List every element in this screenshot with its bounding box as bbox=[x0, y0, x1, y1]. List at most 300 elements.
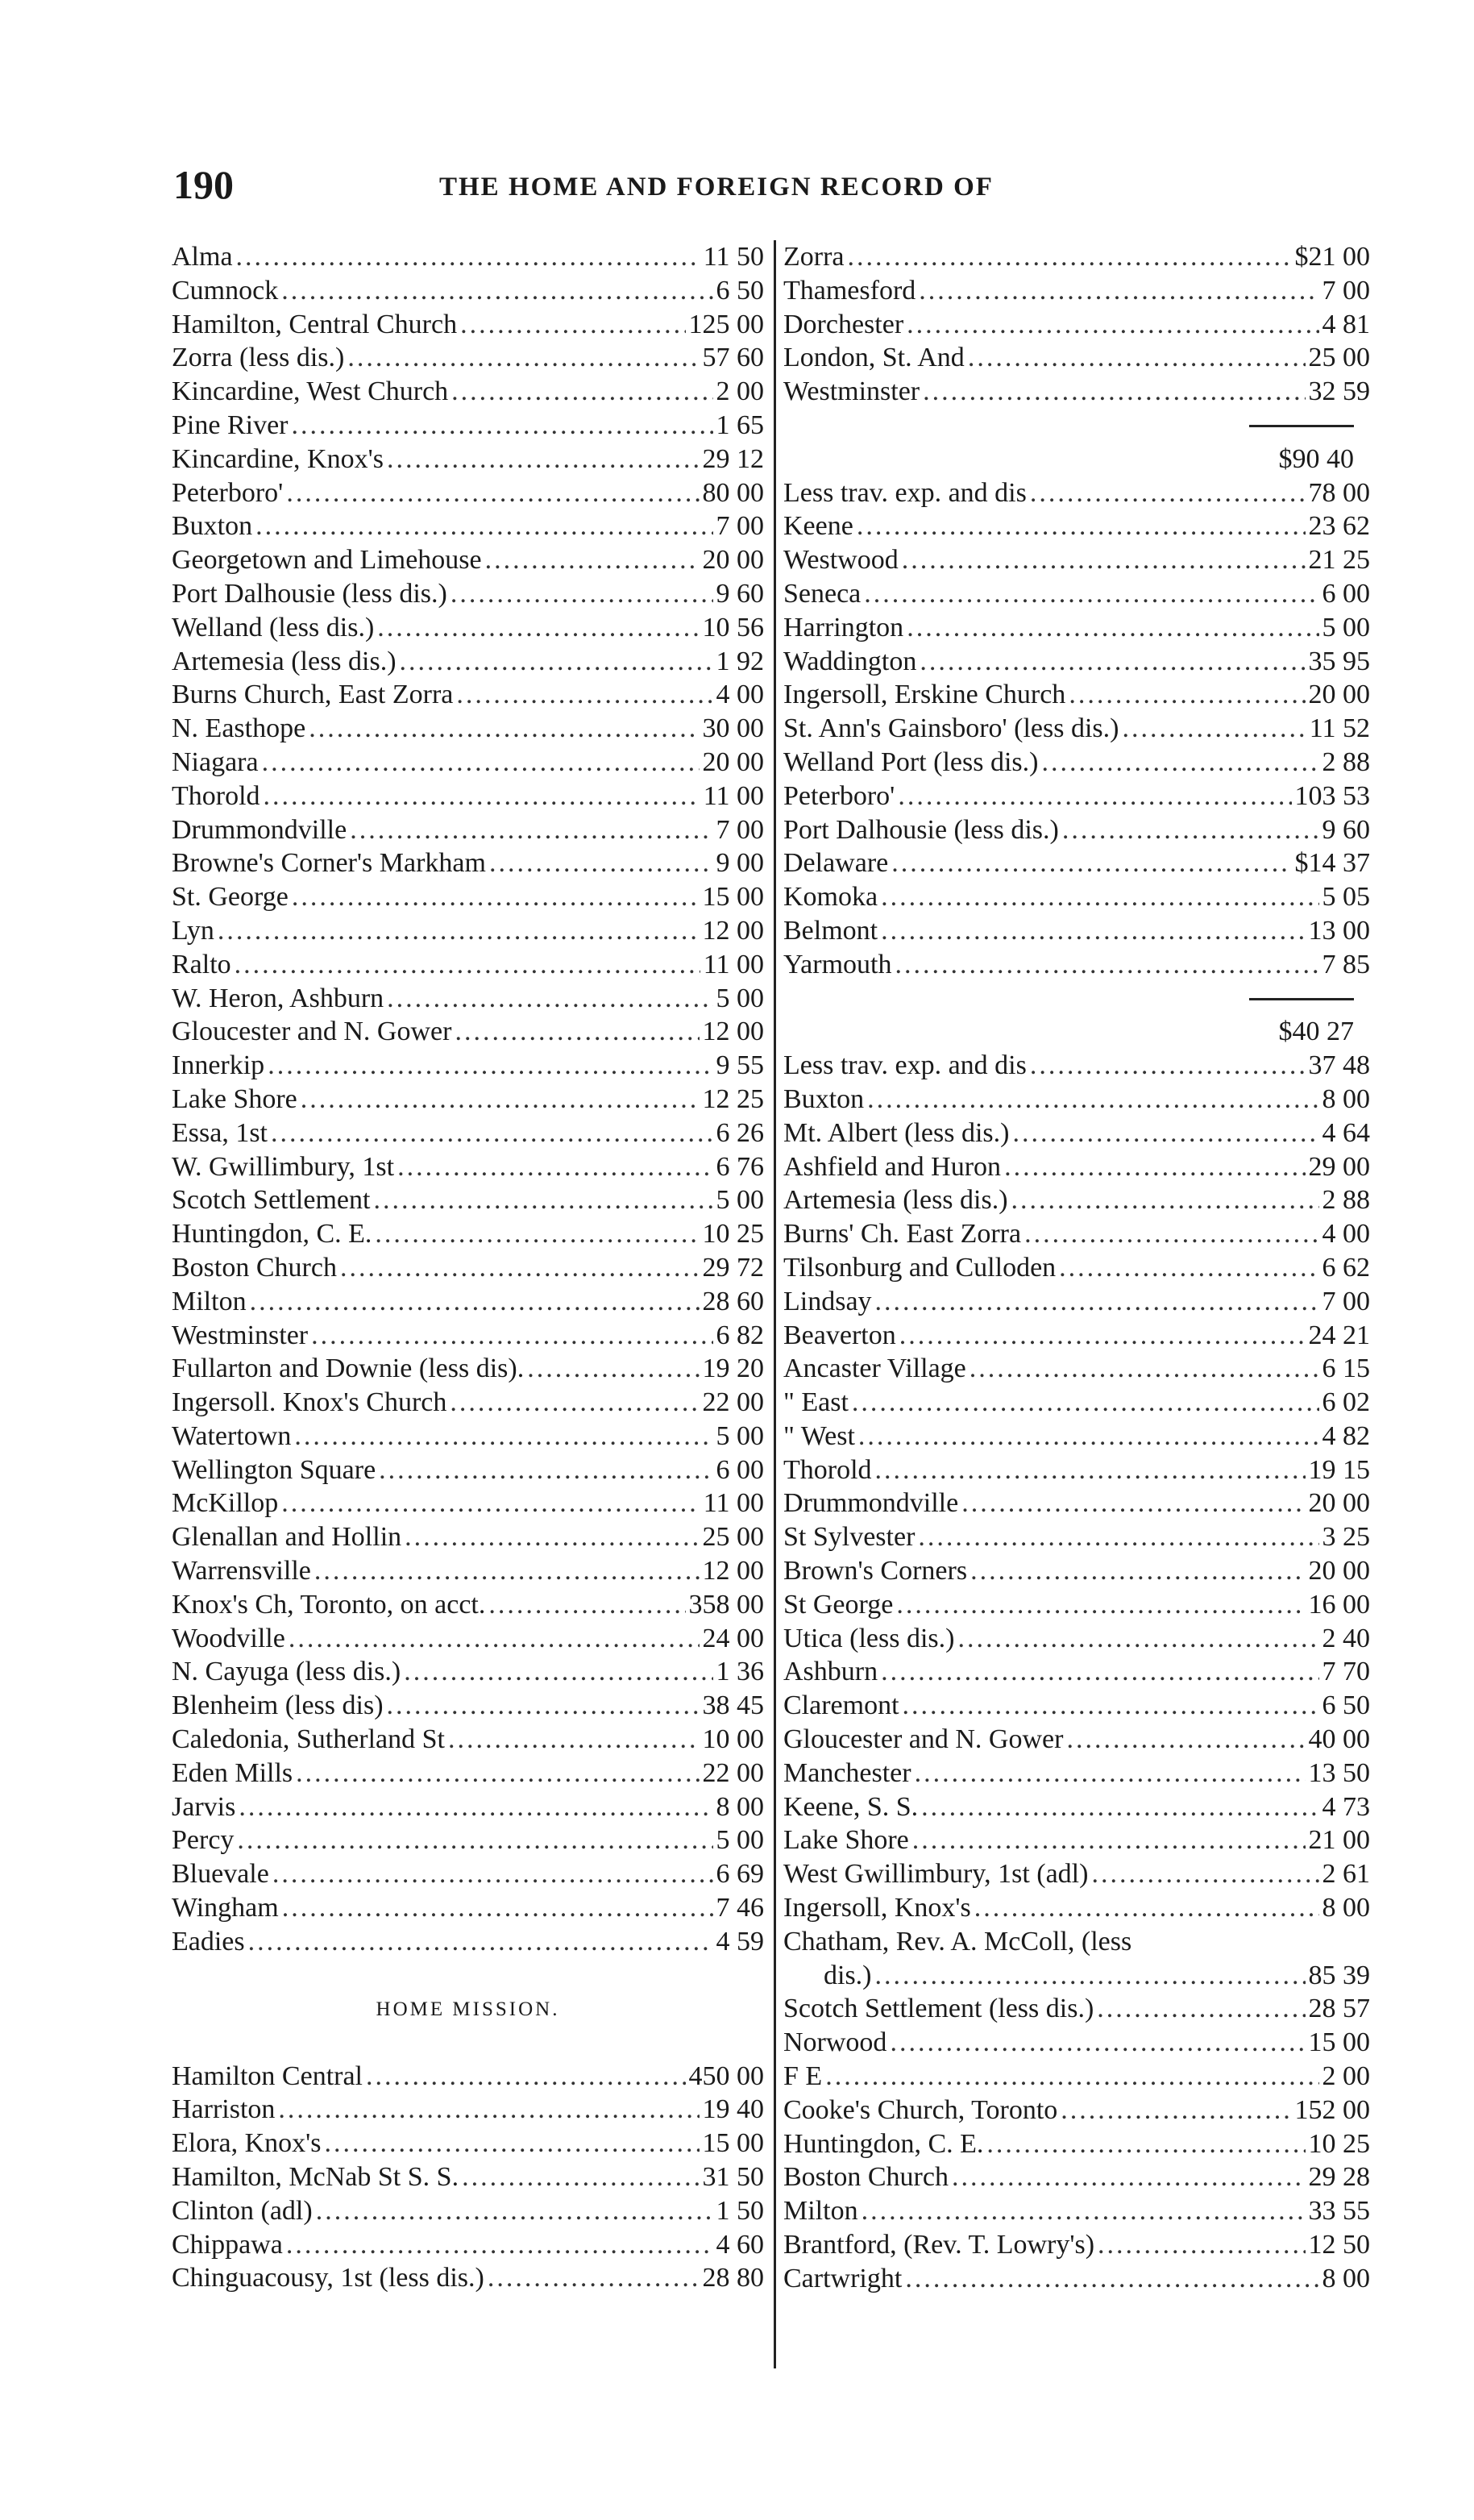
leader-dots bbox=[898, 780, 1291, 813]
ledger-entry bbox=[172, 274, 764, 308]
leader-dots bbox=[1062, 813, 1319, 847]
entry-amount: 13 50 bbox=[1308, 1757, 1370, 1788]
leader-dots bbox=[340, 1251, 700, 1285]
entry-name: Ralto bbox=[172, 949, 231, 979]
ledger-entry bbox=[783, 1790, 1370, 1824]
entry-name: Essa, 1st bbox=[172, 1117, 268, 1148]
ledger-entry bbox=[172, 1655, 764, 1689]
ledger-entry bbox=[783, 2060, 1370, 2094]
entry-name: Ashfield and Huron bbox=[783, 1151, 1002, 1182]
column-divider bbox=[774, 240, 776, 2368]
leader-dots bbox=[281, 1487, 700, 1520]
ledger-entry bbox=[783, 1588, 1370, 1622]
ledger-entry bbox=[783, 746, 1370, 780]
leader-dots bbox=[489, 846, 713, 880]
ledger-entry bbox=[172, 1049, 764, 1083]
leader-dots bbox=[292, 880, 700, 914]
entry-amount: $14 37 bbox=[1294, 848, 1370, 879]
ledger-entry bbox=[172, 1117, 764, 1150]
entry-name: Lake Shore bbox=[172, 1083, 297, 1114]
leader-dots bbox=[912, 1823, 1306, 1857]
entry-name: Browne's Corner's Markham bbox=[172, 848, 486, 879]
leader-dots bbox=[460, 308, 685, 342]
entry-name: Less trav. exp. and dis bbox=[783, 477, 1027, 508]
entry-name: Glenallan and Hollin bbox=[172, 1522, 402, 1553]
leader-dots bbox=[400, 645, 713, 679]
leader-dots bbox=[250, 1285, 700, 1319]
ledger-entry bbox=[172, 712, 764, 746]
entry-amount: 7 70 bbox=[1322, 1657, 1370, 1687]
entry-name: Keene bbox=[783, 511, 853, 542]
leader-dots bbox=[1012, 1117, 1318, 1150]
leader-dots bbox=[974, 1891, 1319, 1925]
leader-dots bbox=[875, 1453, 1306, 1487]
ledger-entry bbox=[172, 611, 764, 645]
ledger-entry bbox=[172, 982, 764, 1016]
leader-dots bbox=[895, 948, 1318, 982]
entry-name: Chippawa bbox=[172, 2229, 283, 2260]
ledger-entry bbox=[172, 1554, 764, 1588]
ledger-entry bbox=[172, 2127, 764, 2160]
entry-amount: 103 53 bbox=[1294, 780, 1370, 811]
entry-amount: 9 55 bbox=[716, 1050, 764, 1081]
page-header bbox=[173, 161, 1189, 210]
ledger-entry bbox=[172, 1857, 764, 1891]
entry-amount: 21 00 bbox=[1308, 1825, 1370, 1856]
leader-dots bbox=[1024, 1217, 1318, 1251]
entry-name: Harriston bbox=[172, 2094, 276, 2125]
entry-name: Lake Shore bbox=[783, 1825, 909, 1856]
leader-dots bbox=[875, 1959, 1306, 1993]
ledger-entry bbox=[783, 712, 1370, 746]
entry-name: Thorold bbox=[172, 780, 260, 811]
entry-name: Brantford, (Rev. T. Lowry's) bbox=[783, 2230, 1095, 2260]
entry-name: Manchester bbox=[783, 1757, 911, 1788]
entry-name: Buxton bbox=[172, 511, 253, 542]
ledger-entry bbox=[172, 509, 764, 543]
entry-amount: 3 25 bbox=[1322, 1522, 1370, 1553]
leader-dots bbox=[1004, 1150, 1305, 1184]
entry-name: Belmont bbox=[783, 915, 878, 946]
entry-amount: 35 95 bbox=[1308, 646, 1370, 676]
ledger-entry bbox=[783, 1150, 1370, 1184]
entry-amount: 19 15 bbox=[1308, 1454, 1370, 1485]
entry-name: Elora, Knox's bbox=[172, 2128, 322, 2159]
right-entries-block-1 bbox=[783, 240, 1370, 409]
entry-amount: 1 92 bbox=[716, 646, 764, 676]
entry-amount: 4 81 bbox=[1322, 309, 1370, 339]
entry-name: " West bbox=[783, 1420, 855, 1451]
entry-name: W. Heron, Ashburn bbox=[172, 983, 384, 1013]
leader-dots bbox=[923, 375, 1305, 409]
ledger-entry bbox=[783, 240, 1370, 274]
ledger-entry bbox=[783, 1083, 1370, 1117]
leader-dots bbox=[455, 1015, 699, 1049]
leader-dots bbox=[902, 543, 1306, 577]
entry-amount: 20 00 bbox=[702, 746, 764, 777]
leader-dots bbox=[890, 2026, 1305, 2060]
subtotal-1: $90 40 bbox=[1278, 443, 1354, 474]
leader-dots bbox=[825, 2060, 1318, 2094]
entry-amount: 6 26 bbox=[716, 1117, 764, 1148]
ledger-entry bbox=[783, 2194, 1370, 2228]
entry-name: Scotch Settlement (less dis.) bbox=[783, 1994, 1094, 2024]
entry-name: Less trav. exp. and dis bbox=[783, 1050, 1027, 1081]
leader-dots bbox=[920, 645, 1305, 679]
leader-dots bbox=[373, 1183, 712, 1217]
ledger-entry bbox=[783, 1183, 1370, 1217]
ledger-entry bbox=[172, 914, 764, 948]
entry-name: Hamilton, McNab St S. S. bbox=[172, 2162, 459, 2193]
entry-amount: 10 25 bbox=[1308, 2128, 1370, 2159]
entry-amount: 1 50 bbox=[716, 2195, 764, 2226]
entry-amount: 11 00 bbox=[703, 949, 764, 979]
leader-dots bbox=[405, 1520, 699, 1554]
entry-amount: 29 12 bbox=[702, 443, 764, 474]
entry-name: Zorra bbox=[783, 242, 845, 272]
ledger-entry bbox=[172, 341, 764, 375]
entry-amount: 9 60 bbox=[1322, 814, 1370, 845]
entry-amount: 7 00 bbox=[1322, 1286, 1370, 1316]
entry-name: Mt. Albert (less dis.) bbox=[783, 1117, 1010, 1148]
leader-dots bbox=[864, 577, 1318, 611]
ledger-entry bbox=[172, 1588, 764, 1622]
entry-amount: 40 00 bbox=[1308, 1724, 1370, 1755]
entry-name: Wellington Square bbox=[172, 1454, 376, 1485]
ledger-entry bbox=[172, 1183, 764, 1217]
entry-name: " East bbox=[783, 1387, 849, 1418]
leader-dots bbox=[404, 1655, 712, 1689]
ledger-entry bbox=[172, 2093, 764, 2127]
entry-name: Welland Port (less dis.) bbox=[783, 746, 1039, 777]
ledger-entry bbox=[172, 409, 764, 443]
entry-name: Georgetown and Limehouse bbox=[172, 545, 482, 576]
entry-name: McKillop bbox=[172, 1488, 279, 1519]
leader-dots bbox=[907, 308, 1318, 342]
entry-name: Welland (less dis.) bbox=[172, 612, 375, 642]
entry-amount: 38 45 bbox=[702, 1690, 764, 1721]
leader-dots bbox=[918, 1520, 1318, 1554]
ledger-entry bbox=[172, 1622, 764, 1656]
entry-amount: 8 00 bbox=[1322, 1083, 1370, 1114]
leader-dots bbox=[986, 2127, 1305, 2161]
entry-amount: 6 02 bbox=[1322, 1387, 1370, 1418]
left-entries bbox=[172, 240, 764, 1959]
entry-name: Artemesia (less dis.) bbox=[783, 1185, 1008, 1216]
entry-name: Ingersoll, Knox's bbox=[783, 1893, 971, 1923]
entry-amount: 28 80 bbox=[702, 2263, 764, 2293]
entry-name: Blenheim (less dis) bbox=[172, 1690, 384, 1721]
ledger-entry bbox=[783, 1757, 1370, 1790]
sum-rule bbox=[783, 982, 1370, 1016]
leader-dots bbox=[1061, 2094, 1291, 2127]
entry-name: Bluevale bbox=[172, 1859, 269, 1890]
leader-dots bbox=[451, 375, 712, 409]
entry-amount: 2 61 bbox=[1322, 1859, 1370, 1890]
ledger-entry bbox=[172, 1352, 764, 1386]
leader-dots bbox=[857, 509, 1306, 543]
entry-amount: 6 50 bbox=[1322, 1690, 1370, 1721]
ledger-entry bbox=[783, 1285, 1370, 1319]
entry-amount: 16 00 bbox=[1308, 1589, 1370, 1620]
leader-dots bbox=[1011, 1183, 1319, 1217]
entry-name: Utica (less dis.) bbox=[783, 1623, 955, 1653]
leader-dots bbox=[1091, 1857, 1318, 1891]
ledger-entry bbox=[783, 1554, 1370, 1588]
ledger-entry bbox=[172, 780, 764, 813]
entry-name: Norwood bbox=[783, 2027, 887, 2058]
entry-amount: 7 00 bbox=[716, 814, 764, 845]
entry-name: Niagara bbox=[172, 746, 259, 777]
entry-name: Cooke's Church, Toronto bbox=[783, 2094, 1058, 2125]
leader-dots bbox=[881, 914, 1305, 948]
entry-amount: 15 00 bbox=[702, 2128, 764, 2159]
entry-amount: 24 21 bbox=[1308, 1320, 1370, 1350]
ledger-entry bbox=[172, 443, 764, 476]
ledger-entry bbox=[172, 880, 764, 914]
entry-amount: 20 00 bbox=[1308, 1488, 1370, 1519]
entry-name: W. Gwillimbury, 1st bbox=[172, 1151, 395, 1182]
entry-amount: 2 88 bbox=[1322, 1185, 1370, 1216]
entry-name: Cumnock bbox=[172, 275, 279, 306]
leader-dots bbox=[905, 2262, 1318, 2296]
ledger-entry bbox=[172, 1083, 764, 1117]
entry-name: Port Dalhousie (less dis.) bbox=[172, 578, 447, 609]
ledger-entry bbox=[783, 1520, 1370, 1554]
ledger-entry bbox=[783, 2160, 1370, 2194]
entry-name: Ingersoll, Erskine Church bbox=[783, 680, 1066, 710]
leader-dots bbox=[1030, 1049, 1306, 1083]
entry-amount: 7 85 bbox=[1322, 949, 1370, 979]
ledger-entry bbox=[783, 880, 1370, 914]
entry-amount: 29 00 bbox=[1308, 1151, 1370, 1182]
ledger-entry bbox=[172, 1487, 764, 1520]
home-mission-heading: HOME MISSION. bbox=[376, 1998, 560, 2020]
ledger-entry bbox=[783, 2228, 1370, 2262]
entry-amount: 4 64 bbox=[1322, 1117, 1370, 1148]
leader-dots bbox=[262, 746, 700, 780]
entry-name: London, St. And bbox=[783, 343, 965, 373]
ledger-entry bbox=[172, 1251, 764, 1285]
entry-name: Beaverton bbox=[783, 1320, 896, 1350]
entry-amount: 125 00 bbox=[688, 309, 764, 339]
ledger-entry bbox=[172, 476, 764, 510]
entry-amount: 30 00 bbox=[702, 713, 764, 744]
ledger-entry bbox=[172, 2160, 764, 2194]
entry-amount: 21 25 bbox=[1308, 545, 1370, 576]
leader-dots bbox=[239, 1790, 712, 1824]
entry-name: St. George bbox=[172, 882, 289, 913]
right-entries-block-4 bbox=[783, 1992, 1370, 2295]
leader-dots bbox=[1059, 1251, 1318, 1285]
entry-amount: 29 72 bbox=[702, 1252, 764, 1283]
leader-dots bbox=[899, 1319, 1306, 1353]
ledger-entry bbox=[172, 240, 764, 274]
entry-amount: 152 00 bbox=[1294, 2094, 1370, 2125]
entry-name: Ashburn bbox=[783, 1657, 878, 1687]
leader-dots bbox=[311, 1319, 712, 1353]
ledger-entry bbox=[783, 780, 1370, 813]
leader-dots bbox=[448, 1723, 699, 1757]
ledger-entry bbox=[172, 1150, 764, 1184]
leader-dots bbox=[915, 1757, 1306, 1790]
entry-name: Chatham, Rev. A. McColl, (less bbox=[783, 1926, 1132, 1957]
leader-dots bbox=[281, 274, 712, 308]
leader-dots bbox=[255, 509, 712, 543]
entry-name: Innerkip bbox=[172, 1050, 265, 1081]
entry-name: Artemesia (less dis.) bbox=[172, 646, 397, 676]
entry-amount: 28 60 bbox=[702, 1286, 764, 1316]
ledger-entry bbox=[172, 1319, 764, 1353]
leader-dots bbox=[271, 1117, 713, 1150]
entry-amount: 4 73 bbox=[1322, 1791, 1370, 1822]
leader-dots bbox=[919, 274, 1318, 308]
entry-name: Keene, S. S. bbox=[783, 1791, 919, 1822]
entry-amount: 2 00 bbox=[716, 376, 764, 407]
ledger-entry bbox=[783, 476, 1370, 510]
ledger-entry bbox=[172, 846, 764, 880]
entry-amount: 6 00 bbox=[1322, 578, 1370, 609]
ledger-entry bbox=[172, 1453, 764, 1487]
entry-amount: 19 20 bbox=[702, 1354, 764, 1384]
ledger-entry bbox=[783, 914, 1370, 948]
entry-amount: 25 00 bbox=[1308, 343, 1370, 373]
ledger-entry bbox=[172, 645, 764, 679]
leader-dots bbox=[921, 1790, 1318, 1824]
leader-dots bbox=[248, 1925, 713, 1959]
leader-dots bbox=[350, 813, 712, 847]
entry-name: N. Easthope bbox=[172, 713, 306, 744]
entry-amount: 5 00 bbox=[716, 983, 764, 1013]
ledger-entry bbox=[172, 813, 764, 847]
ledger-entry bbox=[783, 2026, 1370, 2060]
leader-dots bbox=[970, 1554, 1305, 1588]
leader-dots bbox=[377, 611, 699, 645]
leader-dots bbox=[485, 543, 700, 577]
ledger-entry bbox=[783, 1689, 1370, 1723]
entry-name: Jarvis bbox=[172, 1791, 236, 1822]
entry-name: Gloucester and N. Gower bbox=[783, 1724, 1064, 1755]
ledger-entry bbox=[172, 1386, 764, 1420]
leader-dots bbox=[875, 1285, 1319, 1319]
ledger-entry bbox=[783, 678, 1370, 712]
leader-dots bbox=[867, 1083, 1318, 1117]
entry-amount: 12 00 bbox=[702, 915, 764, 946]
leader-dots bbox=[451, 577, 713, 611]
ledger-entry bbox=[172, 1891, 764, 1925]
ledger-entry bbox=[783, 1487, 1370, 1520]
leader-dots bbox=[852, 1386, 1319, 1420]
entry-name: Lyn bbox=[172, 915, 214, 946]
entry-amount: 4 60 bbox=[716, 2229, 764, 2260]
entry-amount: 23 62 bbox=[1308, 511, 1370, 542]
leader-dots bbox=[952, 2160, 1306, 2194]
ledger-entry bbox=[783, 1925, 1370, 1959]
leader-dots bbox=[968, 341, 1306, 375]
leader-dots bbox=[235, 948, 700, 982]
leader-dots bbox=[314, 1554, 700, 1588]
entry-name: Burns' Ch. East Zorra bbox=[783, 1219, 1022, 1250]
entry-name: Milton bbox=[172, 1286, 247, 1316]
ledger-entry bbox=[172, 2228, 764, 2262]
entry-name: Boston Church bbox=[783, 2162, 949, 2193]
entry-amount: 2 88 bbox=[1322, 746, 1370, 777]
entry-amount: 4 00 bbox=[1322, 1219, 1370, 1250]
entry-name: Lindsay bbox=[783, 1286, 872, 1316]
leader-dots bbox=[858, 1420, 1319, 1453]
entry-amount: 1 36 bbox=[716, 1657, 764, 1687]
entry-amount: 5 00 bbox=[716, 1185, 764, 1216]
ledger-entry bbox=[172, 1757, 764, 1790]
leader-dots bbox=[387, 443, 700, 476]
ledger-entry bbox=[783, 274, 1370, 308]
entry-amount: 7 00 bbox=[716, 511, 764, 542]
entry-name: Chinguacousy, 1st (less dis.) bbox=[172, 2263, 484, 2293]
sum-rule bbox=[783, 409, 1370, 443]
leader-dots bbox=[1030, 476, 1306, 510]
entry-name: Zorra (less dis.) bbox=[172, 343, 345, 373]
running-head: THE HOME AND FOREIGN RECORD OF bbox=[439, 173, 994, 202]
entry-amount: 5 00 bbox=[716, 1825, 764, 1856]
entry-amount: 6 76 bbox=[716, 1151, 764, 1182]
entry-name: Drummondville bbox=[172, 814, 347, 845]
entry-name: dis.) bbox=[824, 1960, 872, 1990]
leader-dots bbox=[1122, 712, 1306, 746]
ledger-entry bbox=[783, 375, 1370, 409]
leader-dots bbox=[1098, 2228, 1305, 2262]
entry-name: St George bbox=[783, 1589, 894, 1620]
entry-name: Clinton (adl) bbox=[172, 2195, 313, 2226]
entry-name: Woodville bbox=[172, 1623, 285, 1653]
ledger-entry bbox=[783, 1655, 1370, 1689]
entry-amount: 4 00 bbox=[716, 680, 764, 710]
entry-name: Port Dalhousie (less dis.) bbox=[783, 814, 1059, 845]
entry-amount: 11 52 bbox=[1309, 713, 1370, 744]
ledger-entry bbox=[172, 1015, 764, 1049]
entry-name: Eadies bbox=[172, 1926, 245, 1957]
entry-amount: 2 00 bbox=[1322, 2061, 1370, 2092]
ledger-entry bbox=[783, 611, 1370, 645]
page-number: 190 bbox=[173, 162, 234, 207]
ledger-entry bbox=[783, 1453, 1370, 1487]
ledger-entry bbox=[172, 577, 764, 611]
entry-name: Burns Church, East Zorra bbox=[172, 680, 454, 710]
ledger-entry bbox=[172, 1790, 764, 1824]
right-entries-block-3 bbox=[783, 1049, 1370, 1925]
entry-amount: 32 59 bbox=[1308, 376, 1370, 407]
entry-amount: 12 50 bbox=[1308, 2230, 1370, 2260]
entry-amount: 5 00 bbox=[716, 1420, 764, 1451]
ledger-entry bbox=[172, 1723, 764, 1757]
ledger-entry bbox=[172, 308, 764, 342]
entry-name: F E bbox=[783, 2061, 823, 2092]
entry-name: Westminster bbox=[783, 376, 920, 407]
entry-amount: 10 00 bbox=[702, 1724, 764, 1755]
entry-amount: 8 00 bbox=[1322, 1893, 1370, 1923]
ledger-entry bbox=[783, 341, 1370, 375]
entry-name: Scotch Settlement bbox=[172, 1185, 371, 1216]
leader-dots bbox=[375, 1217, 699, 1251]
leader-dots bbox=[1069, 678, 1305, 712]
ledger-entry bbox=[172, 1925, 764, 1959]
entry-name: Alma bbox=[172, 242, 233, 272]
entry-name: Warrensville bbox=[172, 1556, 311, 1586]
entry-amount: 28 57 bbox=[1308, 1994, 1370, 2024]
ledger-entry bbox=[783, 509, 1370, 543]
ledger-entry bbox=[172, 1285, 764, 1319]
leader-dots bbox=[278, 2093, 699, 2127]
entry-amount: 450 00 bbox=[688, 2060, 764, 2091]
